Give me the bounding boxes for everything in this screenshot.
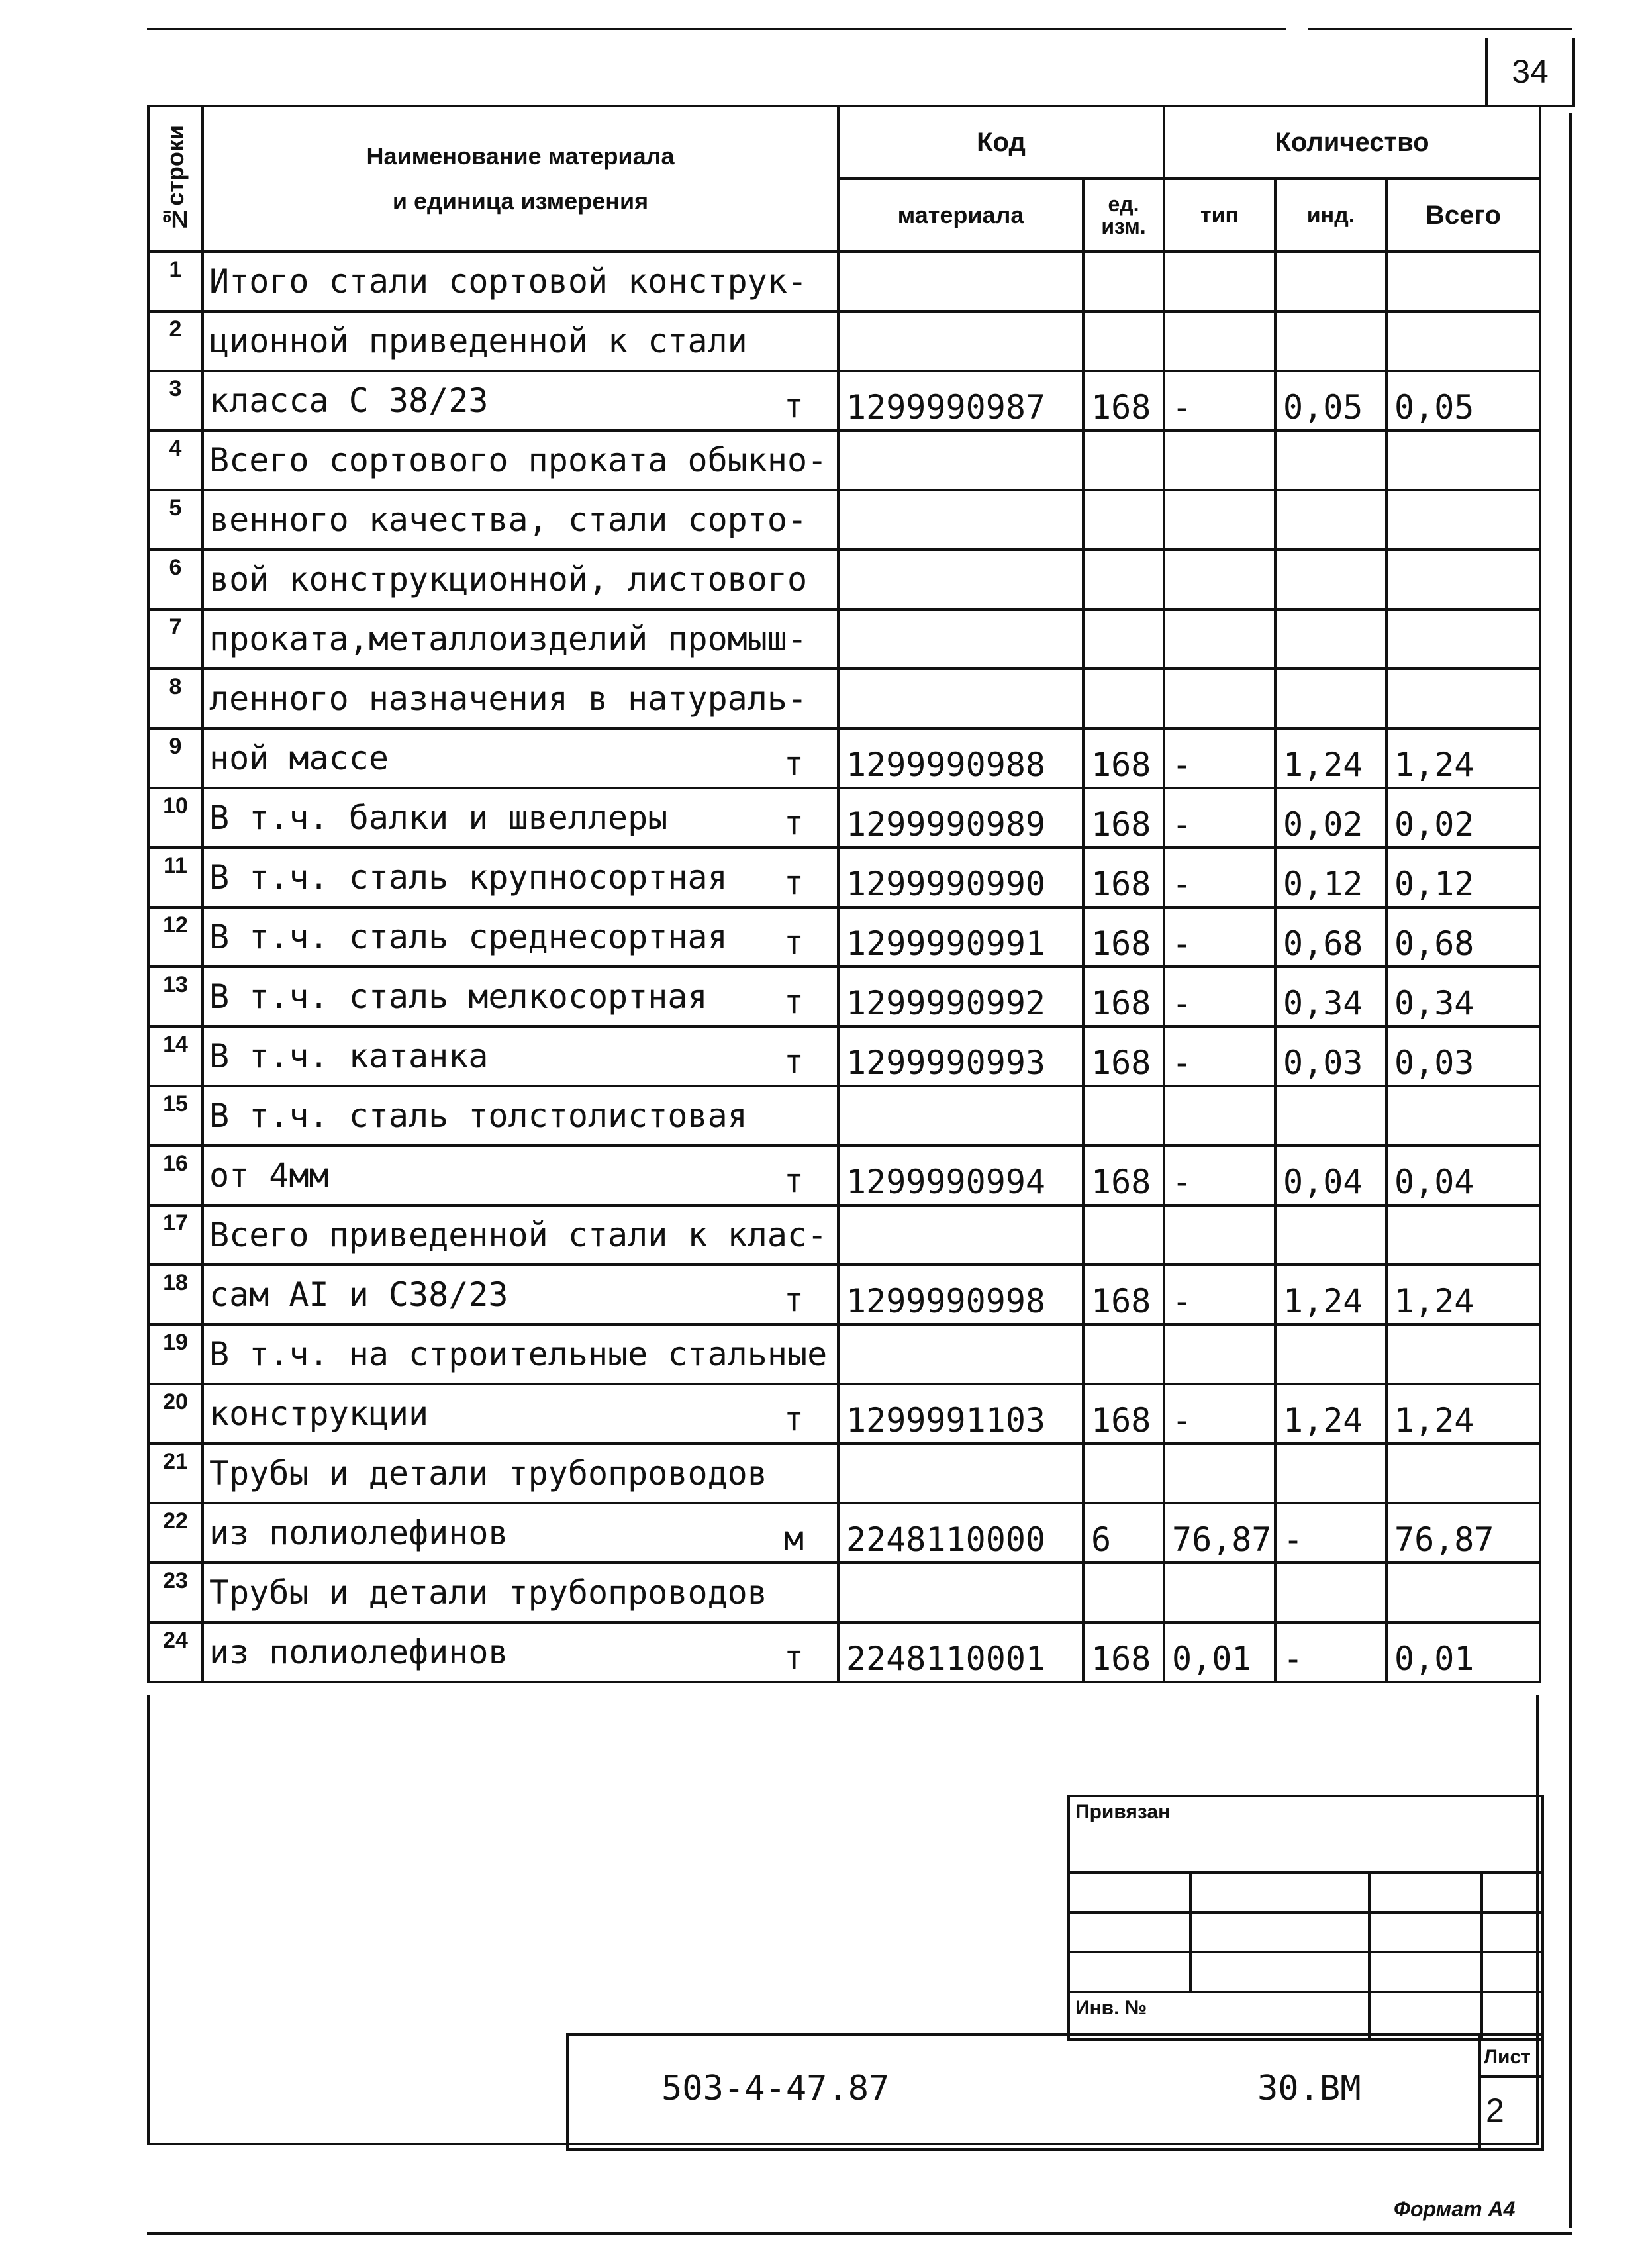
material-name-text: Трубы и детали трубопроводов [209,1454,767,1493]
table-row [148,430,1540,490]
material-name-text: из полиолефинов [209,1633,508,1671]
material-name-text: из полиолефинов [209,1514,508,1552]
row-number: 3 [148,371,203,430]
quantity-type [1164,1324,1275,1384]
row-number: 22 [148,1503,203,1563]
unit-header: ед. изм. [1083,179,1164,252]
material-name [203,252,838,311]
quantity-total [1386,1324,1540,1384]
material-name [203,1503,838,1563]
material-name-text: венного качества, стали сорто- [209,501,808,539]
material-code: 1299990990 [838,848,1083,907]
material-name [203,311,838,371]
title-vline [1478,2036,1481,2148]
unit-code [1083,311,1164,371]
unit-code: 168 [1083,1622,1164,1682]
unit-code [1083,1086,1164,1146]
quantity-total [1386,609,1540,669]
materials-table [147,105,1541,1683]
stamp-line [1070,1951,1541,1953]
quantity-total: 1,24 [1386,728,1540,788]
table-row [148,1384,1540,1444]
row-number: 2 [148,311,203,371]
material-name-text: вой конструкционной, листового [209,560,808,599]
material-code [838,430,1083,490]
material-name [203,669,838,728]
unit-code [1083,490,1164,550]
row-number: 11 [148,848,203,907]
row-number: 21 [148,1444,203,1503]
unit-of-measure: т [783,804,804,842]
table-row [148,1563,1540,1622]
material-code: 1299990992 [838,967,1083,1026]
table-row [148,1146,1540,1205]
table-row [148,1444,1540,1503]
quantity-ind: - [1275,1622,1386,1682]
material-name-text: класса С 38/23 [209,381,489,420]
material-code: 1299990993 [838,1026,1083,1086]
material-code: 1299990998 [838,1265,1083,1324]
row-number: 17 [148,1205,203,1265]
quantity-type: - [1164,967,1275,1026]
stamp-line [1070,1871,1541,1874]
material-name-text: от 4мм [209,1156,329,1195]
attached-block [1067,1795,1544,2041]
table-row [148,252,1540,311]
quantity-ind [1275,669,1386,728]
quantity-type [1164,490,1275,550]
material-name [203,1086,838,1146]
quantity-type [1164,252,1275,311]
row-number: 7 [148,609,203,669]
table-row [148,1026,1540,1086]
unit-code [1083,252,1164,311]
attached-label: Привязан [1075,1801,1171,1823]
quantity-ind [1275,1563,1386,1622]
unit-code [1083,1205,1164,1265]
material-code [838,1563,1083,1622]
material-code: 1299990988 [838,728,1083,788]
table-row [148,907,1540,967]
quantity-total [1386,669,1540,728]
quantity-ind [1275,609,1386,669]
quantity-type: - [1164,728,1275,788]
material-code [838,490,1083,550]
table-row [148,1622,1540,1682]
material-name-text: Итого стали сортовой конструк- [209,262,808,301]
table-row [148,371,1540,430]
section-code: 30.ВМ [1257,2069,1361,2108]
ind-header: инд. [1275,179,1386,252]
material-name-text: ленного назначения в натураль- [209,679,808,718]
quantity-type: 76,87 [1164,1503,1275,1563]
unit-of-measure: т [783,387,804,425]
material-name-text: сам АI и С38/23 [209,1275,508,1314]
material-code [838,311,1083,371]
table-row [148,848,1540,907]
material-name [203,1384,838,1444]
quantity-total: 0,12 [1386,848,1540,907]
quantity-total: 0,05 [1386,371,1540,430]
quantity-ind: - [1275,1503,1386,1563]
row-number: 8 [148,669,203,728]
material-code: 1299990994 [838,1146,1083,1205]
material-name [203,550,838,609]
material-name [203,1205,838,1265]
inventory-number-label: Инв. № [1075,1997,1147,2019]
stamp-line [1070,1911,1541,1914]
unit-code [1083,550,1164,609]
quantity-total [1386,1444,1540,1503]
row-number: 6 [148,550,203,609]
row-number: 16 [148,1146,203,1205]
total-header: Всего [1386,179,1540,252]
material-code: 1299991103 [838,1384,1083,1444]
bottom-frame-line [147,2232,1572,2235]
top-border-line [147,28,1286,30]
material-code [838,609,1083,669]
quantity-type: - [1164,1026,1275,1086]
quantity-type: 0,01 [1164,1622,1275,1682]
material-name [203,1146,838,1205]
material-code [838,669,1083,728]
quantity-type [1164,311,1275,371]
lower-bottom-line [147,2143,1539,2145]
material-name [203,609,838,669]
material-name-text: В т.ч. сталь мелкосортная [209,977,708,1016]
unit-code: 6 [1083,1503,1164,1563]
row-number: 12 [148,907,203,967]
unit-of-measure: т [783,1042,804,1081]
material-name-text: ной массе [209,739,389,777]
row-number: 15 [148,1086,203,1146]
code-header: Код [838,106,1164,179]
material-name-text: Всего приведенной стали к клас- [209,1216,828,1254]
unit-code [1083,1563,1164,1622]
material-code: 2248110001 [838,1622,1083,1682]
name-header: Наименование материала и единица измерения [203,106,838,252]
table-row [148,609,1540,669]
row-number: 20 [148,1384,203,1444]
material-name-text: конструкции [209,1395,429,1433]
right-frame-line [1569,113,1572,2228]
quantity-ind [1275,311,1386,371]
table-row [148,1324,1540,1384]
sheet-number: 34 [1485,38,1575,107]
quantity-ind [1275,430,1386,490]
quantity-total [1386,311,1540,371]
unit-code: 168 [1083,1026,1164,1086]
table-row [148,1086,1540,1146]
unit-code: 168 [1083,1146,1164,1205]
material-code: 1299990991 [838,907,1083,967]
unit-of-measure: т [783,744,804,783]
material-name [203,907,838,967]
material-name [203,848,838,907]
quantity-type [1164,609,1275,669]
unit-code [1083,1444,1164,1503]
row-number: 1 [148,252,203,311]
quantity-ind [1275,1444,1386,1503]
quantity-total [1386,430,1540,490]
sheet-label: Лист [1484,2046,1531,2068]
quantity-total [1386,1205,1540,1265]
unit-code [1083,430,1164,490]
quantity-type: - [1164,788,1275,848]
quantity-ind: 1,24 [1275,1265,1386,1324]
table-row [148,490,1540,550]
quantity-type [1164,669,1275,728]
quantity-total: 0,04 [1386,1146,1540,1205]
material-code: 1299990989 [838,788,1083,848]
quantity-ind [1275,490,1386,550]
material-name-text: Трубы и детали трубопроводов [209,1573,767,1612]
quantity-type [1164,1086,1275,1146]
material-name-text: ционной приведенной к стали [209,322,748,360]
quantity-type: - [1164,1265,1275,1324]
table-row [148,1265,1540,1324]
stamp-vline [1480,1871,1483,2038]
quantity-total [1386,490,1540,550]
unit-of-measure: м [783,1519,804,1557]
table-row [148,1503,1540,1563]
material-name [203,1563,838,1622]
unit-code: 168 [1083,848,1164,907]
unit-code [1083,669,1164,728]
quantity-type: - [1164,1384,1275,1444]
material-name [203,371,838,430]
unit-of-measure: т [783,923,804,961]
quantity-type [1164,1563,1275,1622]
material-code [838,1324,1083,1384]
unit-of-measure: т [783,863,804,902]
row-number: 9 [148,728,203,788]
stamp-vline [1368,1871,1371,2038]
unit-of-measure: т [783,1638,804,1677]
material-name [203,1324,838,1384]
row-number: 19 [148,1324,203,1384]
quantity-ind [1275,252,1386,311]
unit-of-measure: т [783,1281,804,1319]
unit-code: 168 [1083,967,1164,1026]
quantity-type: - [1164,848,1275,907]
unit-code [1083,609,1164,669]
quantity-ind: 0,03 [1275,1026,1386,1086]
quantity-type: - [1164,371,1275,430]
unit-code: 168 [1083,371,1164,430]
quantity-total: 0,68 [1386,907,1540,967]
material-name-text: В т.ч. сталь среднесортная [209,918,728,956]
quantity-total: 76,87 [1386,1503,1540,1563]
quantity-header: Количество [1164,106,1540,179]
quantity-ind [1275,1086,1386,1146]
quantity-total [1386,252,1540,311]
lower-right-frame-line [1536,1695,1539,2145]
unit-code: 168 [1083,907,1164,967]
sheet-value: 2 [1486,2092,1504,2129]
quantity-total: 0,34 [1386,967,1540,1026]
row-number: 5 [148,490,203,550]
quantity-total [1386,550,1540,609]
title-block [566,2033,1544,2151]
type-header: тип [1164,179,1275,252]
quantity-type [1164,1444,1275,1503]
unit-code: 168 [1083,1265,1164,1324]
material-name [203,728,838,788]
table-row [148,311,1540,371]
material-code-header: материала [838,179,1083,252]
material-name-text: В т.ч. сталь толстолистовая [209,1097,748,1135]
unit-of-measure: т [783,983,804,1021]
material-code [838,1205,1083,1265]
material-name-text: Всего сортового проката обыкно- [209,441,828,479]
quantity-ind: 0,05 [1275,371,1386,430]
quantity-type [1164,430,1275,490]
material-name [203,1265,838,1324]
quantity-ind [1275,550,1386,609]
material-name [203,490,838,550]
quantity-ind [1275,1205,1386,1265]
document-code: 503-4-47.87 [661,2069,890,2108]
quantity-type: - [1164,1146,1275,1205]
material-name-text: проката,металлоизделий промыш- [209,620,808,658]
lower-left-frame-line [147,1695,150,2145]
quantity-total: 0,02 [1386,788,1540,848]
row-number: 23 [148,1563,203,1622]
quantity-ind: 0,02 [1275,788,1386,848]
quantity-type [1164,550,1275,609]
material-name [203,1444,838,1503]
row-number: 14 [148,1026,203,1086]
quantity-ind: 0,04 [1275,1146,1386,1205]
table-row [148,788,1540,848]
material-code: 1299990987 [838,371,1083,430]
material-name [203,1622,838,1682]
unit-code: 168 [1083,1384,1164,1444]
row-number: 24 [148,1622,203,1682]
material-name [203,788,838,848]
title-hline [1478,2075,1541,2078]
quantity-total: 1,24 [1386,1265,1540,1324]
quantity-ind: 1,24 [1275,1384,1386,1444]
quantity-total [1386,1563,1540,1622]
unit-code [1083,1324,1164,1384]
quantity-total: 0,01 [1386,1622,1540,1682]
row-number: 4 [148,430,203,490]
quantity-total [1386,1086,1540,1146]
material-code: 2248110000 [838,1503,1083,1563]
quantity-ind: 0,34 [1275,967,1386,1026]
format-label: Формат А4 [1394,2197,1516,2221]
material-name [203,1026,838,1086]
material-name [203,430,838,490]
unit-code: 168 [1083,788,1164,848]
material-code [838,1444,1083,1503]
table-row [148,550,1540,609]
row-number: 13 [148,967,203,1026]
quantity-type [1164,1205,1275,1265]
row-number-header: №строки [148,106,203,252]
unit-of-measure: т [783,1400,804,1438]
material-name [203,967,838,1026]
material-name-text: В т.ч. сталь крупносортная [209,858,728,897]
table-row [148,967,1540,1026]
stamp-line [1070,1991,1541,1993]
quantity-type: - [1164,907,1275,967]
quantity-ind [1275,1324,1386,1384]
stamp-vline [1189,1871,1192,1991]
material-code [838,550,1083,609]
top-border-line-right [1308,28,1572,30]
quantity-ind: 1,24 [1275,728,1386,788]
table-row [148,728,1540,788]
table-row [148,1205,1540,1265]
material-name-text: В т.ч. балки и швеллеры [209,799,668,837]
material-name-text: В т.ч. на строительные стальные [209,1335,828,1373]
unit-code: 168 [1083,728,1164,788]
unit-of-measure: т [783,1161,804,1200]
material-code [838,252,1083,311]
quantity-total: 0,03 [1386,1026,1540,1086]
table-row [148,669,1540,728]
row-number: 18 [148,1265,203,1324]
quantity-ind: 0,68 [1275,907,1386,967]
row-number: 10 [148,788,203,848]
quantity-total: 1,24 [1386,1384,1540,1444]
quantity-ind: 0,12 [1275,848,1386,907]
material-code [838,1086,1083,1146]
material-name-text: В т.ч. катанка [209,1037,489,1075]
